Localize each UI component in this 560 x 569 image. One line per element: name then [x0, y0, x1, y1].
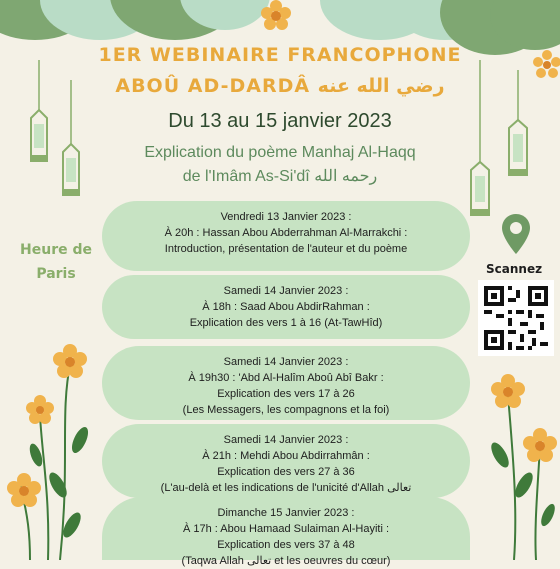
session-topic: Introduction, présentation de l'auteur et du poème: [164, 243, 408, 255]
session-theme: (Les Messagers, les compagnons et la foi): [182, 404, 390, 416]
qr-code[interactable]: [478, 280, 554, 356]
session-topic: Explication des vers 1 à 16 (At-TawHîd): [189, 317, 383, 329]
session-speaker: À 19h30 : 'Abd Al-Halîm Aboû Abî Bakr :: [188, 372, 384, 384]
session-topic: Explication des vers 17 à 26: [217, 388, 355, 400]
flower-branch-icon: [478, 365, 560, 560]
session-card: [102, 201, 470, 271]
scan-label: Scannez: [486, 262, 543, 276]
flower-branch-icon: [0, 335, 100, 560]
session-date: Samedi 14 Janvier 2023 :: [223, 285, 349, 297]
webinar-dates: Du 13 au 15 janvier 2023: [168, 110, 392, 132]
session-speaker: À 21h : Mehdi Abou Abdirrahmân :: [202, 450, 370, 462]
timezone-label: Heure de Paris: [20, 242, 92, 282]
poem-author: de l'Imâm As-Si'dî رحمه الله: [182, 168, 378, 185]
flower-icon: [258, 0, 294, 30]
session-speaker: À 18h : Saad Abou AbdirRahman :: [202, 301, 370, 313]
session-date: Samedi 14 Janvier 2023 :: [223, 434, 349, 446]
session-speaker: À 17h : Abou Hamaad Sulaiman Al-Hayiti :: [182, 523, 390, 535]
session-speaker: À 20h : Hassan Abou Abderrahman Al-Marrakchi :: [164, 227, 408, 239]
session-card: [102, 424, 470, 498]
session-date: Vendredi 13 Janvier 2023 :: [220, 211, 352, 223]
webinar-title: 1ER WEBINAIRE FRANCOPHONE: [98, 44, 462, 66]
location-pin-icon: [502, 214, 530, 254]
session-topic: Explication des vers 27 à 36: [217, 466, 355, 478]
session-card: [102, 497, 470, 567]
session-date: Samedi 14 Janvier 2023 :: [223, 356, 349, 368]
session-theme: (Taqwa Allah تعالى et les oeuvres du cœur): [181, 555, 391, 567]
session-date: Dimanche 15 Janvier 2023 :: [217, 507, 355, 519]
session-topic: Explication des vers 37 à 48: [217, 539, 355, 551]
session-card: [102, 346, 470, 420]
poem-title: Explication du poème Manhaj Al-Haqq: [144, 144, 416, 161]
session-card: [102, 275, 470, 339]
session-theme: (L'au-delà et les indications de l'unicité d'Allah تعالى: [160, 482, 412, 494]
webinar-subject: ABOÛ AD-DARDÂ رضي الله عنه: [115, 75, 445, 97]
